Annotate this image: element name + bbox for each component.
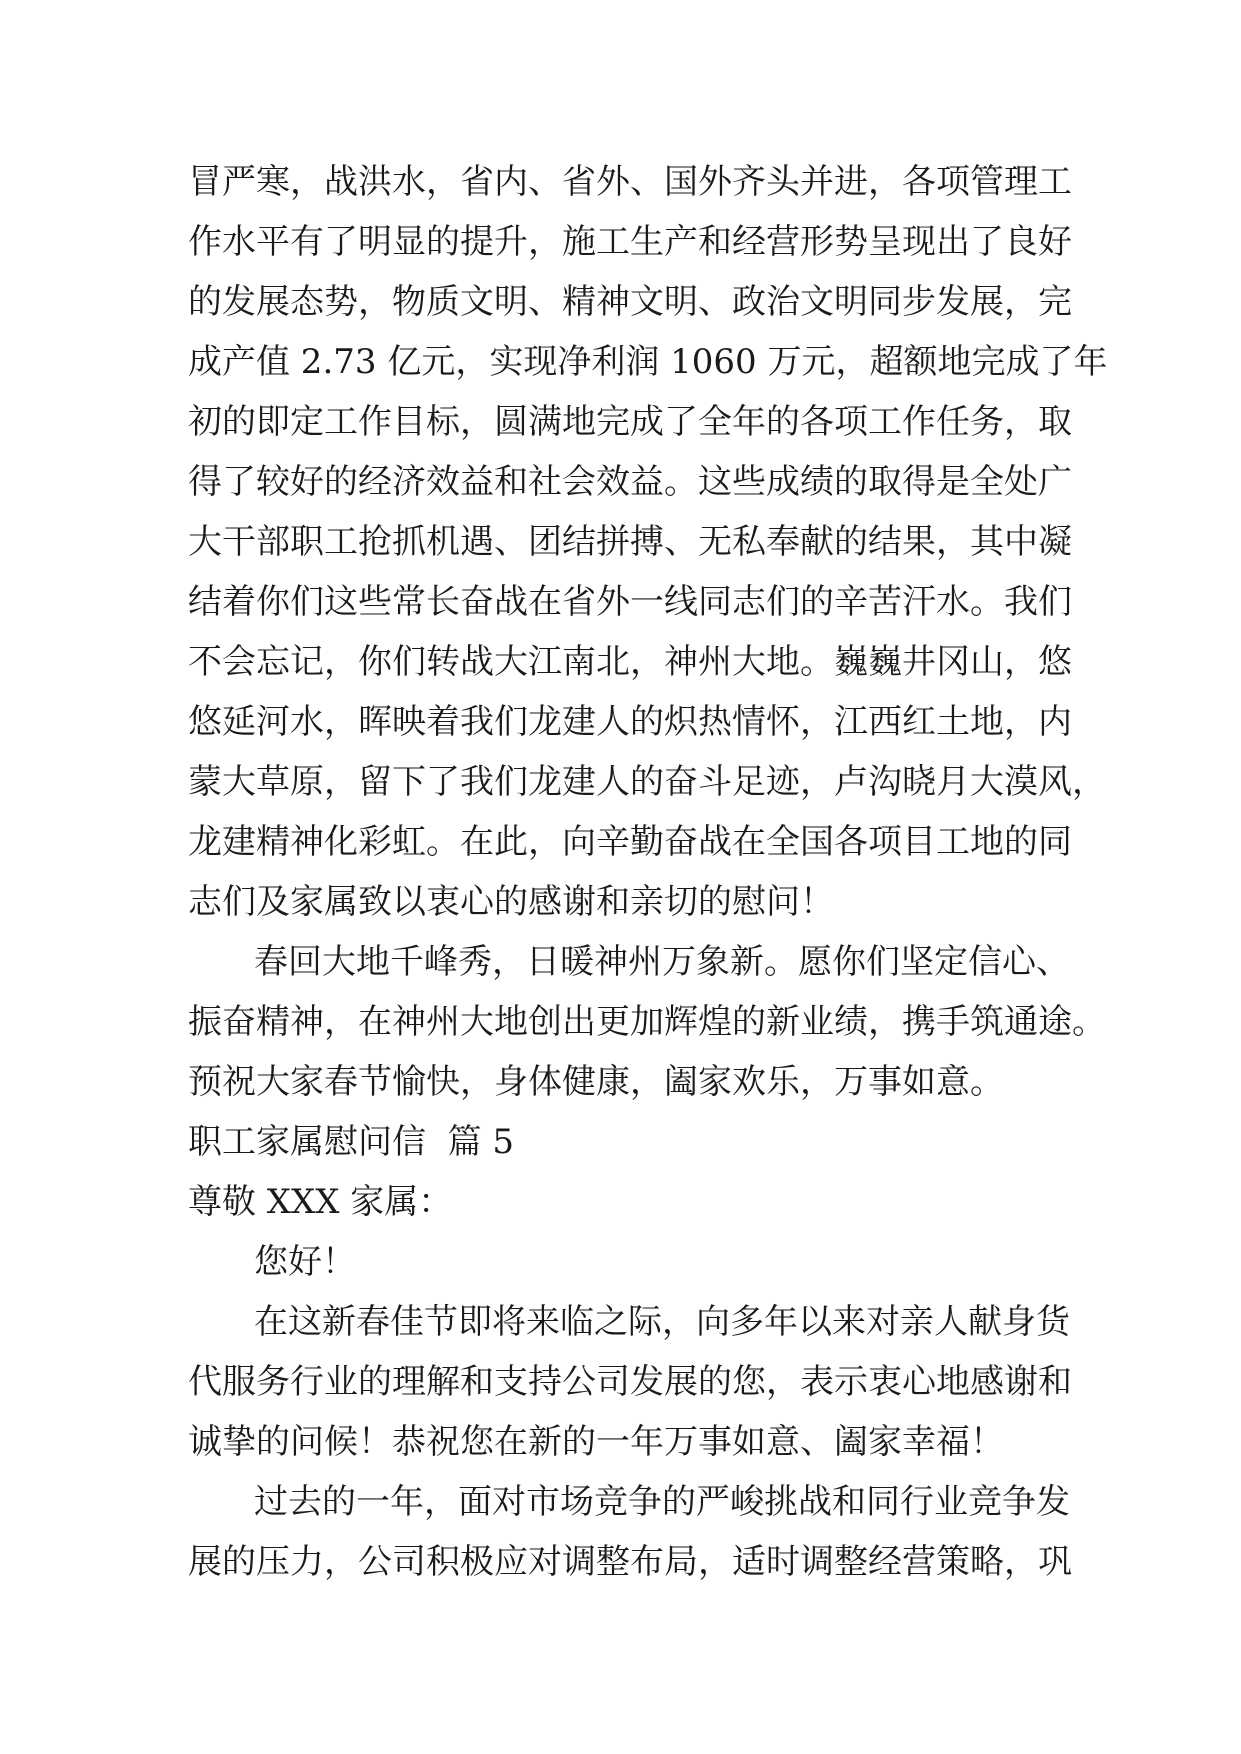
text-line: 得了较好的经济效益和社会效益。这些成绩的取得是全处广 xyxy=(188,462,1072,502)
paragraph-holiday-greetings xyxy=(188,1292,1072,1472)
text-line: 过去的一年，面对市场竞争的严峻挑战和同行业竞争发 xyxy=(254,1482,1070,1522)
text-line: 龙建精神化彩虹。在此，向辛勤奋战在全国各项目工地的同 xyxy=(188,822,1072,862)
paragraph-appreciation xyxy=(188,152,1108,932)
text-line: 预祝大家春节愉快，身体健康，阖家欢乐，万事如意。 xyxy=(188,1062,1004,1102)
text-line: 初的即定工作目标，圆满地完成了全年的各项工作任务，取 xyxy=(188,402,1072,442)
text-line: 大干部职工抢抓机遇、团结拼搏、无私奉献的结果，其中凝 xyxy=(188,522,1072,562)
text-line: 诚挚的问候！恭祝您在新的一年万事如意、阖家幸福！ xyxy=(188,1422,1004,1462)
paragraph-past-year xyxy=(188,1472,1072,1592)
document-body xyxy=(188,152,1108,1592)
text-line: 代服务行业的理解和支持公司发展的您，表示衷心地感谢和 xyxy=(188,1362,1072,1402)
text-line: 结着你们这些常长奋战在省外一线同志们的辛苦汗水。我们 xyxy=(188,582,1072,622)
text-line: 展的压力，公司积极应对调整布局，适时调整经营策略，巩 xyxy=(188,1542,1072,1582)
greeting: 您好！ xyxy=(254,1242,356,1282)
text-line: 蒙大草原，留下了我们龙建人的奋斗足迹，卢沟晓月大漠风， xyxy=(188,762,1106,802)
section-title: 职工家属慰问信 篇 5 xyxy=(188,1122,515,1162)
text-line: 春回大地千峰秀，日暖神州万象新。愿你们坚定信心、 xyxy=(254,942,1070,982)
paragraph-new-year-wishes xyxy=(188,932,1106,1112)
text-line: 成产值 2.73 亿元，实现净利润 1060 万元，超额地完成了年 xyxy=(188,342,1108,382)
text-line: 不会忘记，你们转战大江南北，神州大地。巍巍井冈山，悠 xyxy=(188,642,1072,682)
text-line: 悠延河水，晖映着我们龙建人的炽热情怀，江西红土地，内 xyxy=(188,702,1072,742)
text-line: 的发展态势，物质文明、精神文明、政治文明同步发展，完 xyxy=(188,282,1072,322)
text-line: 冒严寒，战洪水，省内、省外、国外齐头并进，各项管理工 xyxy=(188,162,1072,202)
salutation: 尊敬 XXX 家属： xyxy=(188,1182,453,1222)
text-line: 振奋精神，在神州大地创出更加辉煌的新业绩，携手筑通途。 xyxy=(188,1002,1106,1042)
text-line: 在这新春佳节即将来临之际，向多年以来对亲人献身货 xyxy=(254,1302,1070,1342)
text-line: 作水平有了明显的提升，施工生产和经营形势呈现出了良好 xyxy=(188,222,1072,262)
text-line: 志们及家属致以衷心的感谢和亲切的慰问！ xyxy=(188,882,834,922)
